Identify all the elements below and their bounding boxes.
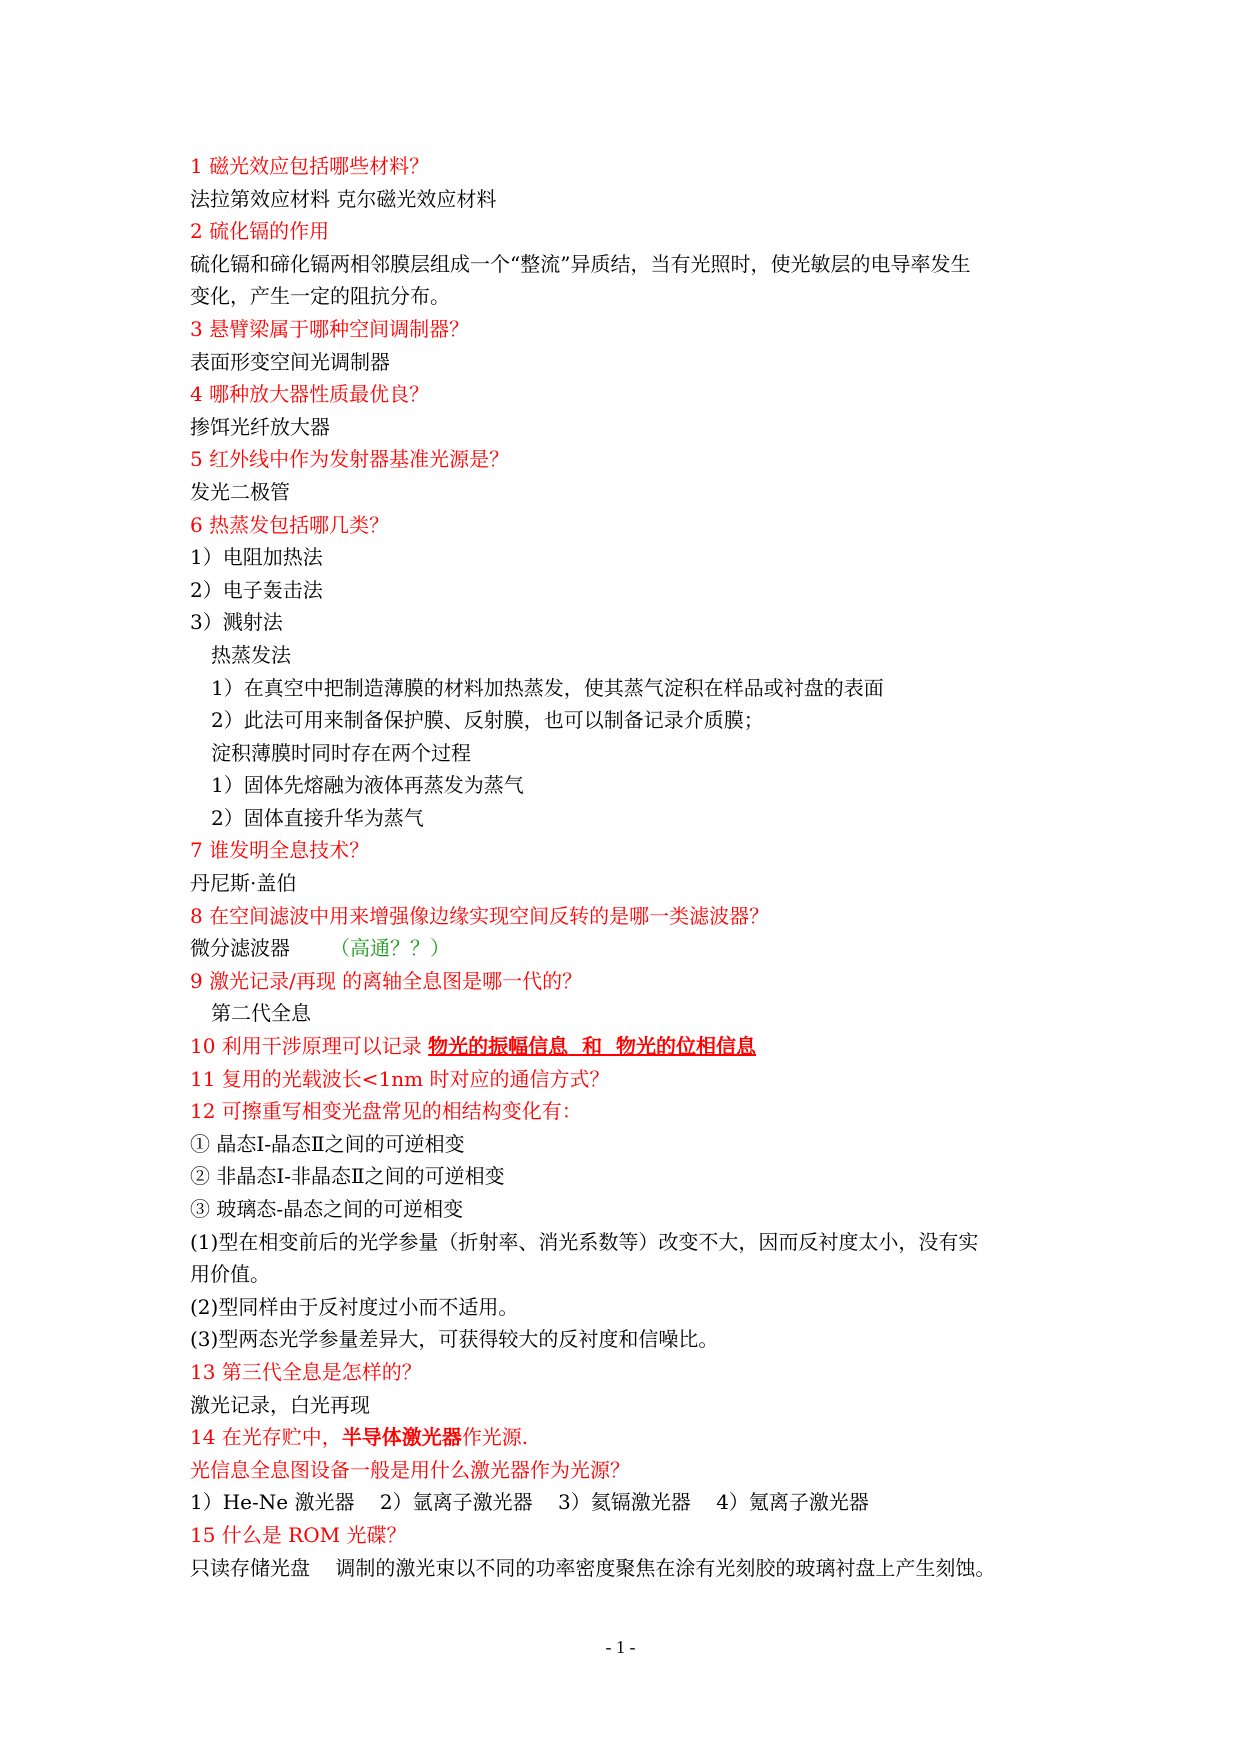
- answer-line: 发光二极管: [190, 479, 290, 504]
- question-line: 4 哪种放大器性质最优良？: [190, 382, 430, 407]
- answer-line-indented: 第二代全息: [211, 1001, 311, 1026]
- question-line: 光信息全息图设备一般是用什么激光器作为光源？: [190, 1457, 630, 1482]
- note-text: （高通？？）: [330, 936, 450, 961]
- highlight-text: 物光的振幅信息 和 物光的位相信息: [428, 1034, 757, 1059]
- question-line: 13 第三代全息是怎样的？: [190, 1359, 422, 1384]
- answer-line: 表面形变空间光调制器: [190, 349, 390, 374]
- question-text: 10 利用干涉原理可以记录: [190, 1034, 429, 1059]
- answer-line-indented: 1）固体先熔融为液体再蒸发为蒸气: [211, 773, 524, 798]
- question-line: 6 热蒸发包括哪几类？: [190, 512, 390, 537]
- answer-line: 只读存储光盘 调制的激光束以不同的功率密度聚焦在涂有光刻胶的玻璃衬盘上产生刻蚀。: [190, 1555, 996, 1580]
- answer-line: 变化，产生一定的阻抗分布。: [190, 284, 450, 309]
- question-line: 2 硫化镉的作用: [190, 219, 330, 244]
- answer-line-indented: 热蒸发法: [211, 642, 291, 667]
- question-line: 15 什么是 ROM 光碟？: [190, 1522, 407, 1547]
- answer-line: 3）溅射法: [190, 610, 283, 635]
- answer-line: (1)型在相变前后的光学参量（折射率、消光系数等）改变不大，因而反衬度太小，没有实: [190, 1229, 979, 1254]
- answer-line: [190, 932, 1070, 965]
- question-line: 5 红外线中作为发射器基准光源是？: [190, 447, 510, 472]
- answer-line: (2)型同样由于反衬度过小而不适用。: [190, 1294, 519, 1319]
- question-line: [190, 1421, 1070, 1454]
- answer-line: 硫化镉和碲化镉两相邻膜层组成一个“整流”异质结，当有光照时，使光敏层的电导率发生: [190, 251, 971, 276]
- answer-line: 2）电子轰击法: [190, 577, 323, 602]
- answer-line-indented: 淀积薄膜时同时存在两个过程: [211, 740, 471, 765]
- question-line: 8 在空间滤波中用来增强像边缘实现空间反转的是哪一类滤波器？: [190, 903, 770, 928]
- answer-line: 1）电阻加热法: [190, 545, 323, 570]
- answer-line: ③ 玻璃态-晶态之间的可逆相变: [190, 1197, 464, 1221]
- answer-line: 激光记录，白光再现: [190, 1392, 370, 1417]
- question-line: 7 谁发明全息技术？: [190, 838, 370, 863]
- question-line: 12 可擦重写相变光盘常见的相结构变化有：: [190, 1099, 582, 1124]
- question-line: 1 磁光效应包括哪些材料？: [190, 154, 430, 178]
- question-text-tail: 作光源.: [461, 1425, 529, 1450]
- answer-line-indented: 2）固体直接升华为蒸气: [211, 805, 424, 830]
- question-line: [190, 1030, 1070, 1063]
- document-body: [190, 150, 1070, 1584]
- question-text: 14 在光存贮中，: [190, 1425, 342, 1450]
- answer-line: 掺饵光纤放大器: [190, 414, 330, 439]
- answer-line: 1）He-Ne 激光器 2）氩离子激光器 3）氦镉激光器 4）氪离子激光器: [190, 1490, 869, 1515]
- answer-line: ① 晶态Ⅰ-晶态Ⅱ之间的可逆相变: [190, 1131, 465, 1156]
- answer-line-indented: 2）此法可用来制备保护膜、反射膜，也可以制备记录介质膜；: [211, 708, 764, 733]
- answer-line: 丹尼斯·盖伯: [190, 871, 297, 896]
- page-number: - 1 -: [605, 1637, 636, 1657]
- answer-line: ② 非晶态Ⅰ-非晶态Ⅱ之间的可逆相变: [190, 1164, 505, 1189]
- question-line: 9 激光记录/再现 的离轴全息图是哪一代的？: [190, 968, 583, 993]
- answer-line: 法拉第效应材料 克尔磁光效应材料: [190, 186, 497, 211]
- answer-line: 用价值。: [190, 1262, 270, 1287]
- answer-line: (3)型两态光学参量差异大，可获得较大的反衬度和信噪比。: [190, 1327, 719, 1352]
- highlight-text: 半导体激光器: [341, 1425, 462, 1450]
- answer-text: 微分滤波器: [190, 936, 290, 961]
- question-line: 3 悬臂梁属于哪种空间调制器？: [190, 316, 470, 341]
- question-line: 11 复用的光载波长<1nm 时对应的通信方式？: [190, 1066, 610, 1091]
- answer-line-indented: 1）在真空中把制造薄膜的材料加热蒸发，使其蒸气淀积在样品或衬盘的表面: [211, 675, 884, 700]
